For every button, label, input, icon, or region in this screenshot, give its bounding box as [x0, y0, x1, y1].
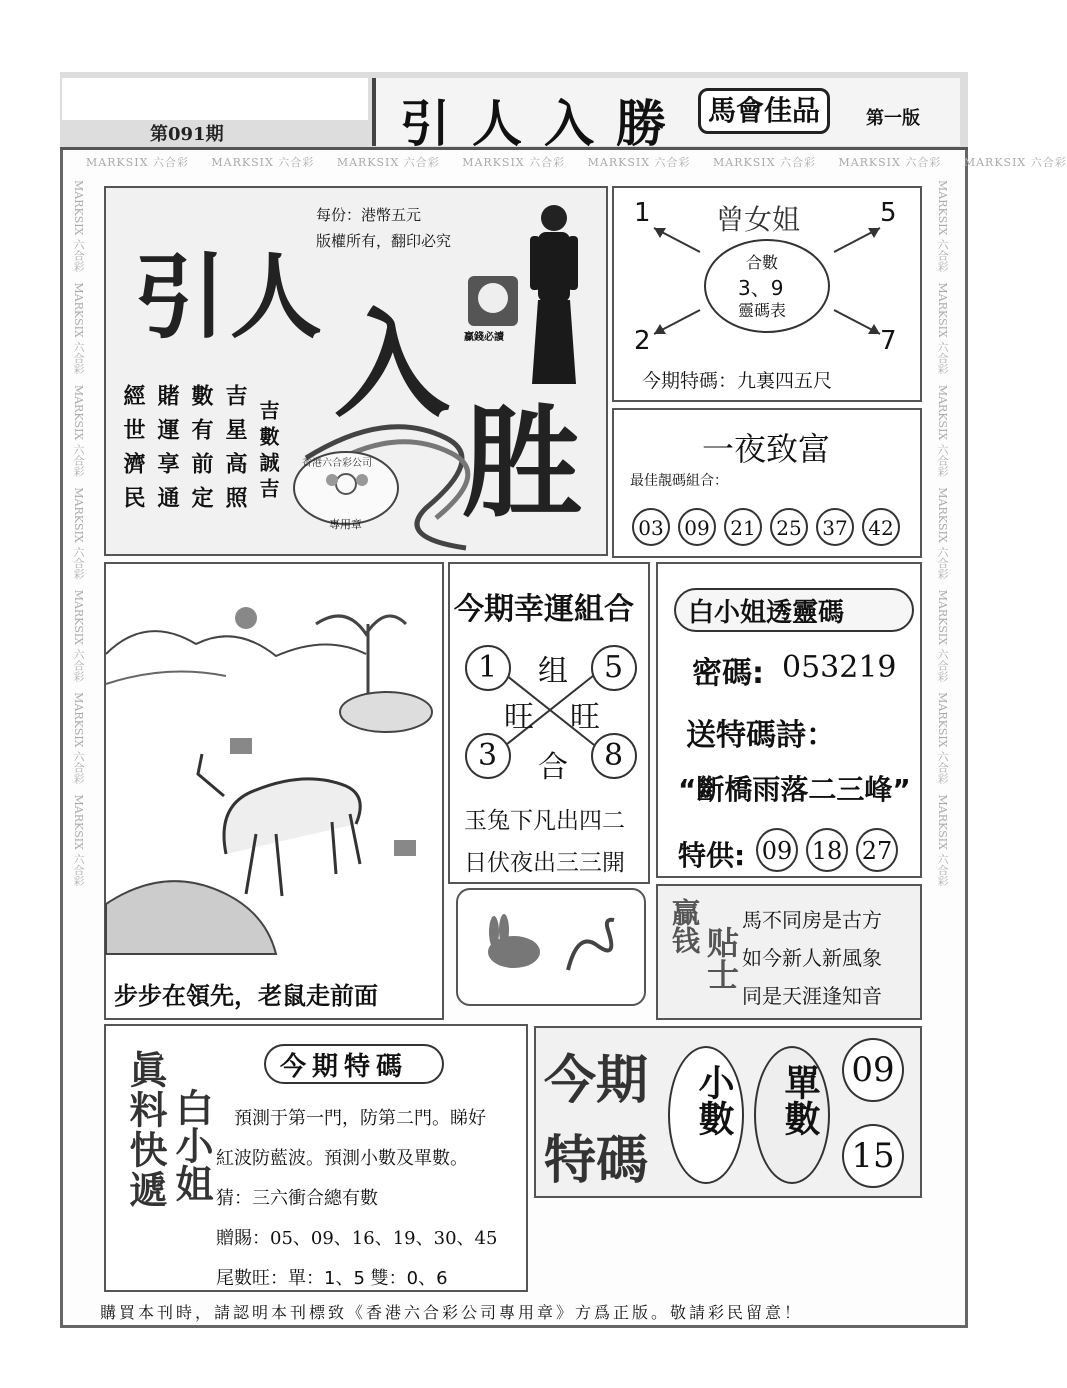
- lucky-num-8: 8: [604, 738, 624, 773]
- watermark-text: MARKSIX 六合彩: [86, 156, 189, 169]
- page-title: 引人入勝: [400, 95, 688, 153]
- zeng-center-nums: 3、9: [738, 276, 784, 300]
- banner-big-yin: 引人: [134, 244, 327, 351]
- special-line-3: 猜：三六衝合總有數: [216, 1188, 378, 1209]
- special-line-1: 預測于第一門，防第二門。睇好: [234, 1108, 486, 1129]
- today-title-2: 特碼: [544, 1131, 649, 1191]
- banner-big-ru: 入: [334, 297, 450, 433]
- zeng-num-7: 7: [880, 326, 897, 356]
- stamp-arc-text: 香港六合彩公司: [302, 458, 372, 469]
- poem-col-2: 數有前定: [188, 384, 214, 520]
- special-title: 今期特碼: [280, 1052, 409, 1082]
- fortune-title: 一夜致富: [702, 430, 831, 468]
- zeng-num-5: 5: [880, 198, 897, 228]
- tips-label-b: 贴士: [702, 926, 740, 990]
- fortune-panel: [612, 408, 922, 558]
- zeng-center-sub: 靈碼表: [738, 301, 787, 320]
- banner-big-sheng: 胜: [462, 393, 582, 534]
- bai-title: 白小姐透靈碼: [688, 598, 845, 628]
- poem-col-4: 經世濟民: [120, 384, 146, 520]
- bai-special-number: 18: [806, 828, 848, 872]
- fortune-number: 09: [678, 508, 716, 546]
- tips-line-2: 如今新人新風象: [742, 946, 882, 970]
- watermark-text: MARKSIX 六合彩: [963, 156, 1067, 169]
- price-text: 每份：港幣五元 版權所有，翻印必究: [316, 206, 452, 250]
- bai-special-numbers: [756, 828, 906, 872]
- bai-code-label: 密碼:: [692, 656, 764, 691]
- watermark-text: MARKSIX 六合彩: [713, 156, 816, 169]
- fortune-number: 37: [816, 508, 854, 546]
- lucky-num-3: 3: [478, 738, 498, 773]
- issue-box: [62, 78, 368, 120]
- special-side-name: 白小姐: [169, 1088, 213, 1202]
- lucky-line-1: 玉兔下凡出四二: [464, 808, 625, 834]
- today-num-2: 15: [842, 1124, 904, 1188]
- special-line-2: 紅波防藍波。預測小數及單數。: [216, 1148, 468, 1169]
- tips-label-a: 贏钱: [668, 898, 701, 954]
- zodiac-panel: [456, 888, 646, 1006]
- lucky-word-bottom: 合: [538, 750, 568, 785]
- edition-label: 第一版: [866, 108, 920, 129]
- bai-panel: [656, 562, 922, 878]
- watermark-text: MARKSIX 六合彩: [838, 156, 942, 169]
- bai-special-number: 27: [856, 828, 898, 872]
- tips-line-1: 馬不同房是古方: [742, 908, 882, 932]
- tips-panel: [656, 884, 922, 1020]
- today-oval-1-text: 小數: [693, 1064, 734, 1136]
- poem-col-3: 賭運享通: [154, 384, 180, 520]
- tips-line-3: 同是天涯逢知音: [742, 984, 882, 1008]
- picture-caption: 步步在領先，老鼠走前面: [114, 982, 378, 1010]
- fortune-subtitle: 最佳靚碼組合：: [630, 473, 728, 489]
- issue-number: 第091期: [150, 124, 224, 145]
- special-line-5: 尾數旺：單：1、5 雙：0、6: [216, 1268, 448, 1289]
- today-panel: [534, 1026, 922, 1198]
- bai-poem: “斷橋雨落二三峰”: [678, 773, 911, 806]
- watermark-left: MARKSIX 六合彩 MARKSIX 六合彩 MARKSIX 六合彩 MARKSIX 六合彩 MARKSIX 六合彩 MARKSIX 六合彩 MARKSIX 六合彩: [72, 180, 85, 887]
- lucky-word-top: 组: [538, 654, 568, 689]
- stamp-text: 專用章: [329, 518, 362, 531]
- watermark-text: MARKSIX 六合彩: [211, 156, 315, 169]
- lucky-num-5: 5: [604, 650, 624, 685]
- poem-col-1: 吉星高照: [222, 384, 248, 520]
- bai-poem-label: 送特碼詩：: [686, 718, 836, 753]
- fortune-number: 21: [724, 508, 762, 546]
- brand-badge: 馬會佳品: [698, 88, 830, 134]
- watermark-row: [86, 154, 1067, 170]
- special-panel: [104, 1024, 528, 1292]
- picture-panel: [104, 562, 444, 1020]
- watermark-text: MARKSIX 六合彩: [587, 156, 691, 169]
- bai-special-label: 特供:: [678, 839, 746, 872]
- bai-special-number: 09: [756, 828, 798, 872]
- fortune-numbers: [632, 508, 908, 546]
- fortune-number: 03: [632, 508, 670, 546]
- zeng-special-line: 今期特碼：九裏四五尺: [642, 370, 833, 392]
- fortune-number: 42: [862, 508, 900, 546]
- watermark-right: MARKSIX 六合彩 MARKSIX 六合彩 MARKSIX 六合彩 MARKSIX 六合彩 MARKSIX 六合彩 MARKSIX 六合彩 MARKSIX 六合彩: [936, 180, 949, 887]
- lucky-word-right: 旺: [570, 700, 600, 735]
- zeng-panel: [612, 186, 922, 402]
- zeng-name: 曾女姐: [716, 203, 801, 236]
- footer-notice: 購買本刊時，請認明本刊標致《香港六合彩公司專用章》方爲正版。敬請彩民留意！: [100, 1303, 804, 1322]
- fortune-number: 25: [770, 508, 808, 546]
- today-title-1: 今期: [544, 1051, 649, 1111]
- lucky-line-2: 日伏夜出三三開: [464, 850, 625, 876]
- zeng-num-1: 1: [634, 198, 651, 228]
- seal-label: 贏錢必讀: [464, 332, 504, 343]
- deer-illustration: [106, 564, 442, 954]
- lucky-word-left: 旺: [504, 700, 534, 735]
- zeng-num-2: 2: [634, 326, 651, 356]
- today-num-1: 09: [842, 1038, 904, 1102]
- special-line-4: 贈賜：05、09、16、19、30、45: [216, 1228, 498, 1249]
- today-oval-2-text: 單數: [779, 1064, 820, 1136]
- lucky-title: 今期幸運組合: [454, 592, 634, 627]
- lucky-num-1: 1: [478, 650, 498, 685]
- watermark-text: MARKSIX 六合彩: [462, 156, 566, 169]
- side-col: 吉數誠吉: [256, 400, 280, 504]
- lucky-panel: [448, 562, 650, 884]
- special-side-big: 眞料快遞: [123, 1050, 167, 1210]
- bai-code: 053219: [782, 650, 897, 685]
- zeng-center-title: 合數: [746, 253, 779, 272]
- rabbit-dragon-icon: [458, 890, 644, 1004]
- watermark-text: MARKSIX 六合彩: [336, 156, 440, 169]
- main-banner: [104, 186, 608, 556]
